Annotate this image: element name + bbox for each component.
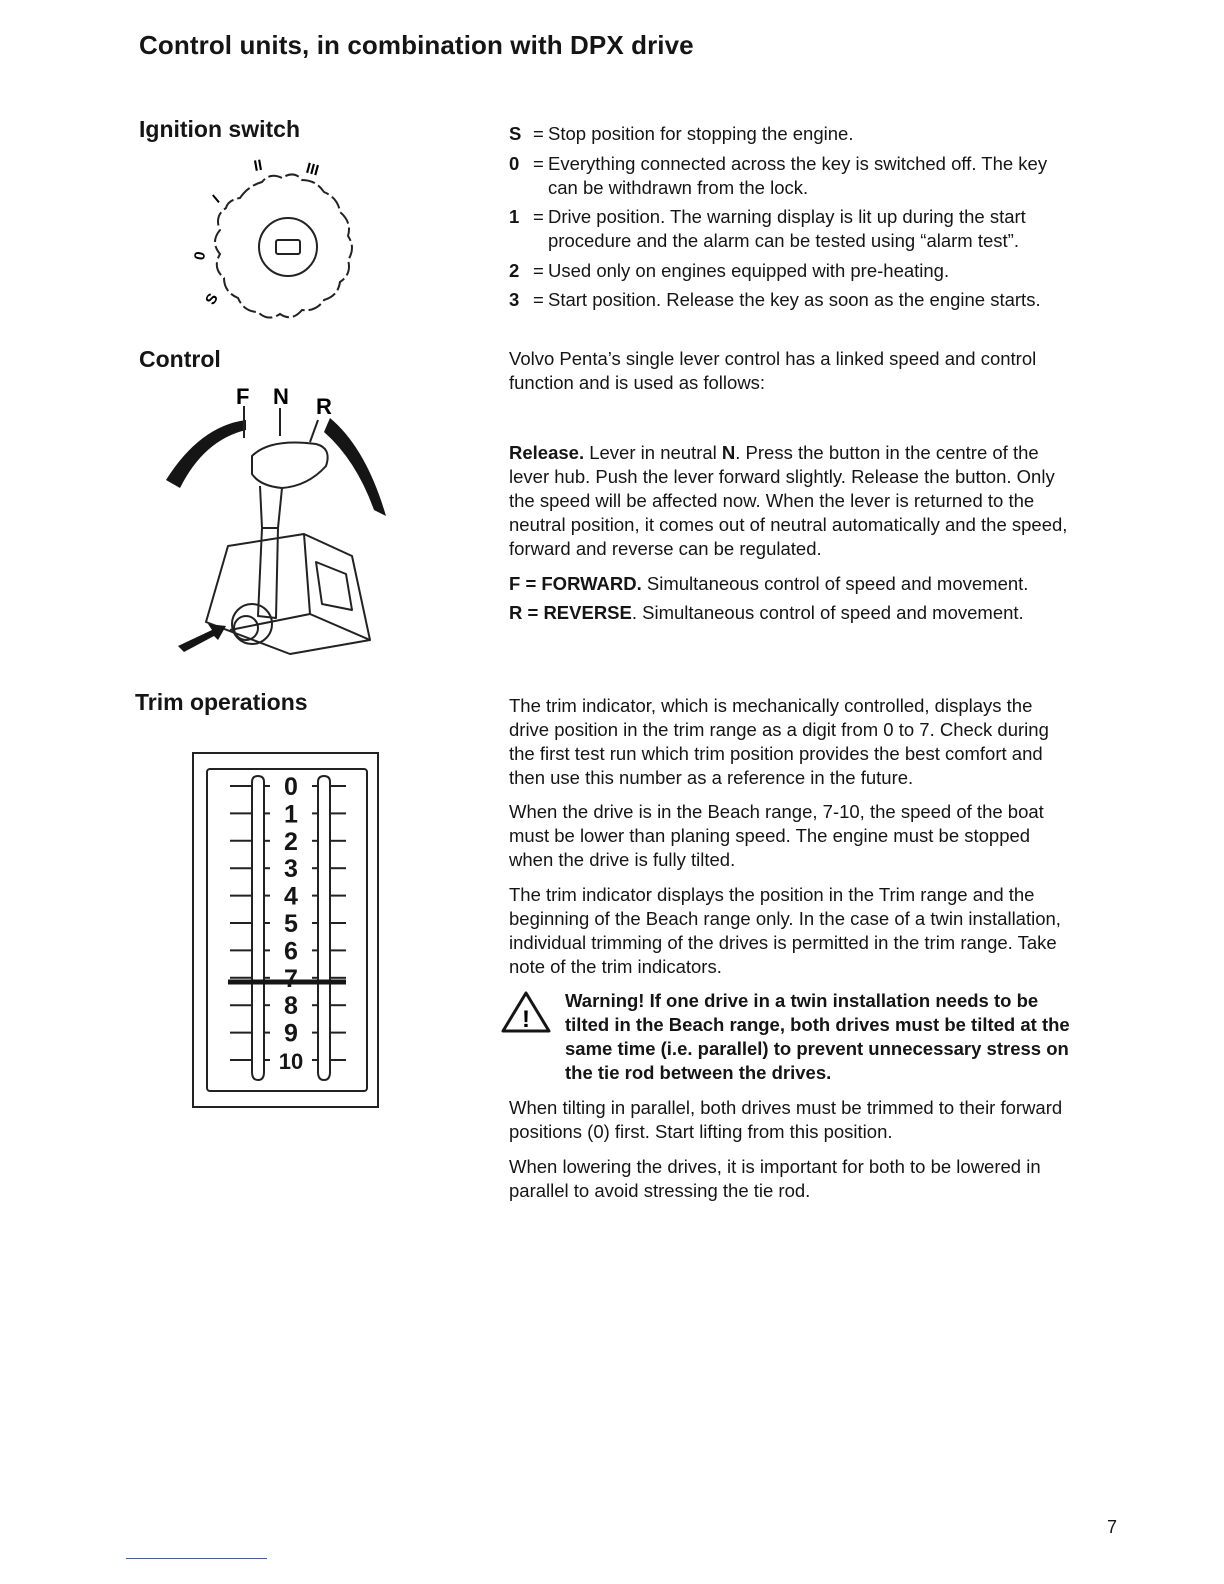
release-text-start: Lever in neutral	[589, 442, 717, 463]
trim-paragraph-2: When the drive is in the Beach range, 7-10, the speed of the boat must be lower than planing speed. The engine must be stopped when the drive is fully tilted.	[509, 801, 1044, 870]
definition-key: S	[509, 123, 522, 144]
definition-equals: =	[533, 153, 544, 174]
trim-scale-number: 4	[284, 882, 298, 911]
definition-text: Drive position. The warning display is lit up during the start procedure and the alarm can be tested using “alarm test”.	[548, 206, 1026, 251]
parallel-tilting-paragraph: When tilting in parallel, both drives must be trimmed to their forward positions (0) first. Start lifting from this position.	[509, 1097, 1063, 1142]
control-label-f: F	[236, 384, 250, 409]
trim-scale-number: 10	[278, 1049, 304, 1074]
control-label-n: N	[273, 384, 289, 409]
trim-scale-number: 7	[284, 964, 298, 993]
trim-scale-number: 3	[284, 855, 298, 884]
heading-ignition-switch: Ignition switch	[139, 116, 300, 142]
definition-equals: =	[533, 289, 544, 310]
trim-scale-number: 2	[284, 827, 298, 856]
definition-text: Stop position for stopping the engine.	[548, 123, 854, 144]
ignition-label-ii: II	[252, 156, 264, 175]
definition-key: 2	[509, 260, 520, 281]
definition-text: Everything connected across the key is switched off. The key can be withdrawn from the lock.	[548, 153, 1048, 198]
trim-scale-number: 9	[284, 1019, 298, 1048]
control-lever-figure	[160, 378, 400, 668]
forward-text: Simultaneous control of speed and movement.	[646, 573, 1029, 594]
definition-equals: =	[533, 206, 544, 227]
control-intro-paragraph: Volvo Penta’s single lever control has a linked speed and control function and is used as follows:	[509, 348, 1037, 393]
heading-control: Control	[139, 346, 221, 372]
forward-label: F = FORWARD.	[509, 573, 642, 594]
trim-scale-number: 8	[284, 992, 298, 1021]
forward-paragraph	[509, 572, 1074, 596]
trim-paragraph-1: The trim indicator, which is mechanically controlled, displays the drive position in the trim range as a digit from 0 to 7. Check during the first test run which trim position provides the best comfort and then use this number as a reference in the future.	[509, 695, 1049, 788]
page-title: Control units, in combination with DPX drive	[139, 30, 694, 60]
release-paragraph	[509, 441, 1074, 561]
warning-paragraph: Warning! If one drive in a twin installation needs to be tilted in the Beach range, both drives must be tilted at the same time (i.e. parallel) to prevent unnecessary stress on the tie rod between the drives.	[565, 990, 1070, 1083]
trim-scale-number: 0	[284, 773, 298, 801]
control-label-r: R	[316, 394, 332, 419]
definition-key: 3	[509, 289, 520, 310]
definition-key: 1	[509, 206, 520, 227]
reverse-label: R = REVERSE	[509, 602, 632, 623]
ignition-label-iii: III	[304, 159, 321, 180]
definition-text: Start position. Release the key as soon as the engine starts.	[548, 289, 1041, 310]
footer-rule	[126, 1558, 267, 1559]
release-neutral-letter: N	[721, 442, 736, 463]
page-number: 7	[1107, 1517, 1118, 1537]
lowering-paragraph: When lowering the drives, it is important for both to be lowered in parallel to avoid stressing the tie rod.	[509, 1156, 1041, 1201]
reverse-text: . Simultaneous control of speed and movement.	[631, 602, 1024, 623]
definition-key: 0	[509, 153, 520, 174]
trim-paragraph-3: The trim indicator displays the position in the Trim range and the beginning of the Beach range only. In the case of a twin installation, individual trimming of the drives is permitted in the trim range. Take note of the trim indicators.	[509, 884, 1061, 977]
ignition-label-s: S	[202, 290, 222, 308]
trim-scale-number: 6	[284, 937, 298, 966]
trim-scale-number: 1	[284, 800, 298, 829]
warning-triangle-icon	[500, 990, 552, 1034]
warning-icon-glyph: !	[522, 1006, 530, 1033]
heading-trim-operations: Trim operations	[135, 689, 308, 715]
definition-equals: =	[533, 260, 544, 281]
trim-scale-number: 5	[284, 910, 298, 938]
definition-text: Used only on engines equipped with pre-heating.	[548, 260, 950, 281]
trim-indicator-scale	[206, 768, 368, 1092]
ignition-label-0: 0	[191, 250, 210, 262]
definition-equals: =	[533, 123, 544, 144]
ignition-label-i: I	[209, 191, 223, 206]
release-text-end: . Press the button in the centre of the lever hub. Push the lever forward slightly. Release the button. Only the speed will be affected now. When the lever is returned to the neutral position, it comes out of neutral automatically and the speed, forward and reverse can be regulated.	[509, 442, 1068, 559]
reverse-paragraph	[509, 601, 1074, 625]
ignition-switch-figure	[190, 150, 380, 335]
release-label: Release.	[509, 442, 585, 463]
